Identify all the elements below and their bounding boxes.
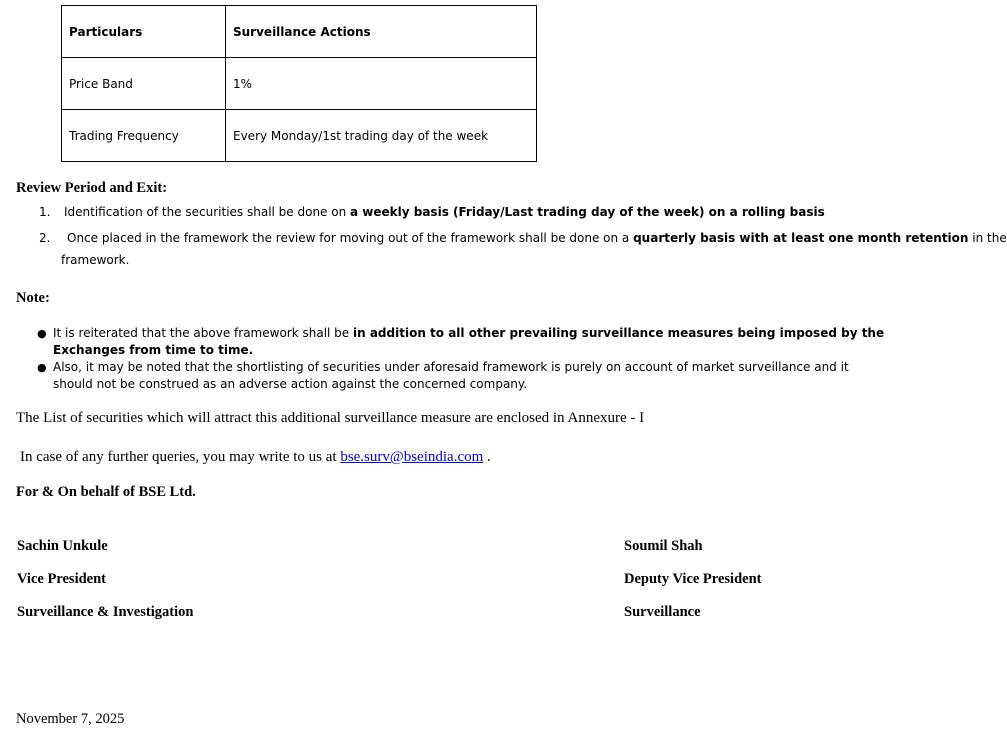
item-text-regular: Once placed in the framework the review for moving out of the framework shall be done on a [67,231,634,245]
table-cell: 1% [226,58,537,110]
table-cell: Trading Frequency [62,110,226,162]
bullet-text-regular: It is reiterated that the above framework shall be [53,326,353,340]
table-cell: Price Band [62,58,226,110]
annexure-text: The List of securities which will attract this additional surveillance measure are enclosed in Annexure - I [16,410,645,426]
table-header-row [62,6,537,58]
item-text-continuation: framework. [61,253,130,267]
contact-prefix: In case of any further queries, you may write to us at [20,449,341,465]
on-behalf-text: For & On behalf of BSE Ltd. [16,484,196,500]
table-row [62,110,537,162]
item-text-bold: a weekly basis (Friday/Last trading day of the week) on a rolling basis [350,205,825,219]
item-text-bold: quarterly basis with at least one month retention [633,231,969,245]
signatory-name: Soumil Shah [624,538,703,554]
bullet-item [37,359,883,393]
surveillance-actions-table [61,5,537,162]
item-number: 1. [39,205,51,219]
item-text-regular: in the [968,231,1007,245]
bullet-icon: ● [37,327,47,340]
table-header-cell: Particulars [62,6,226,58]
signatory-department: Surveillance & Investigation [17,604,194,620]
bullet-icon: ● [37,361,47,374]
bullet-text-regular: Also, it may be noted that the shortlisting of securities under aforesaid framework is purely on account of market surveillance and it should not be construed as an adverse action against the concerned company. [53,360,849,391]
item-text [64,205,825,219]
signatory-title: Vice President [17,571,106,587]
table-header-cell: Surveillance Actions [226,6,537,58]
table-row [62,58,537,110]
contact-text [20,449,491,466]
note-heading: Note: [16,290,50,306]
contact-suffix: . [483,449,491,465]
signatory-title: Deputy Vice President [624,571,762,587]
bullet-item [37,325,923,359]
bullet-text-bold: in addition to all other prevailing surveillance measures being imposed by the Exchanges from time to time. [53,326,885,357]
email-link[interactable]: bse.surv@bseindia.com [340,449,484,465]
item-text [67,231,1007,245]
item-text-regular: Identification of the securities shall be done on [64,205,351,219]
signatory-name: Sachin Unkule [17,538,108,554]
review-heading: Review Period and Exit: [16,180,168,196]
item-number: 2. [39,231,51,245]
document-date: November 7, 2025 [16,711,125,727]
signatory-department: Surveillance [624,604,701,620]
table-cell: Every Monday/1st trading day of the week [226,110,537,162]
